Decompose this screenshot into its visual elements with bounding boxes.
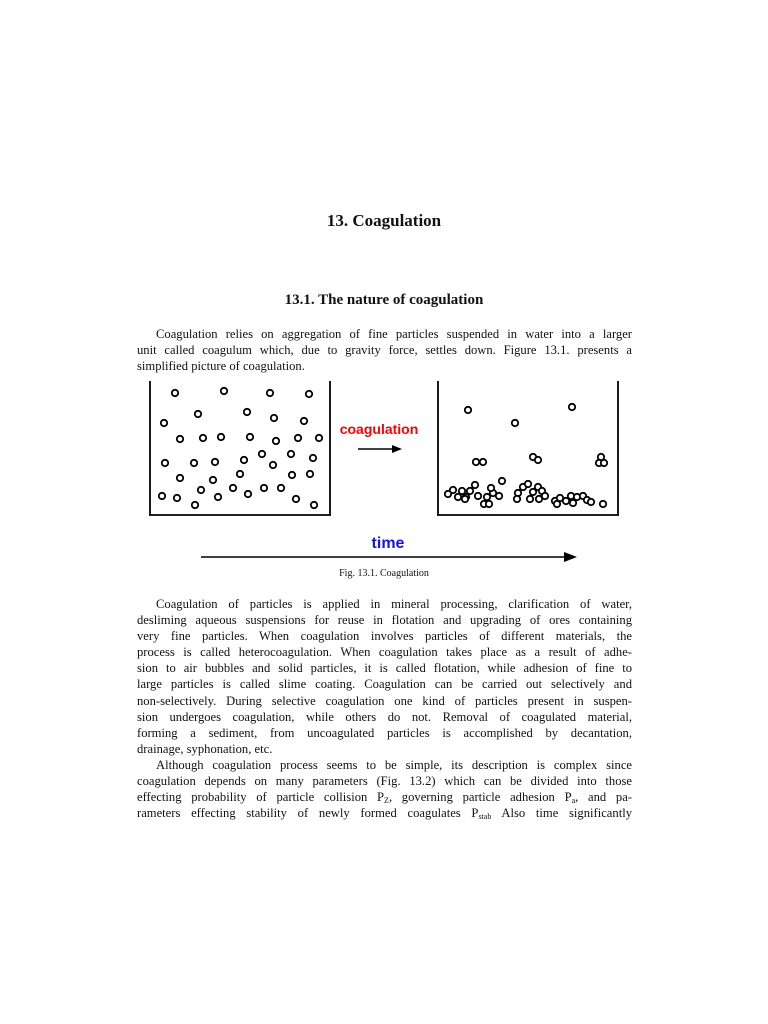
particle <box>455 494 461 500</box>
particle <box>221 388 227 394</box>
particle <box>473 459 479 465</box>
particle <box>161 420 167 426</box>
paragraph-line: Coagulation of particles is applied in mineral processing, clarification of water, <box>156 597 632 611</box>
particle <box>162 460 168 466</box>
particle <box>570 500 576 506</box>
coagulation-label: coagulation <box>339 421 419 437</box>
paragraph-line: large particles is called slime coating. Coagulation can be carried out selectively and <box>137 677 632 692</box>
paragraph-line: effecting probability of particle collision $P_Z$, governing particle adhesion $P_a$, and pa- <box>137 790 633 806</box>
particle <box>293 496 299 502</box>
coagulated-particles <box>445 404 607 507</box>
particle <box>467 488 473 494</box>
particle <box>191 460 197 466</box>
figure-caption: Fig. 13.1. Coagulation <box>339 568 429 579</box>
particle <box>525 481 531 487</box>
particle <box>311 502 317 508</box>
dispersed-particles <box>159 388 322 508</box>
paragraph-line: desliming aqueous suspensions for reuse in flotation and upgrading of ores containing <box>137 613 632 628</box>
particle <box>192 502 198 508</box>
section-title: 13.1. The nature of coagulation <box>284 292 484 308</box>
particle <box>273 438 279 444</box>
particle <box>218 434 224 440</box>
chapter-title: 13. Coagulation <box>326 211 442 230</box>
particle <box>459 488 465 494</box>
particle <box>270 462 276 468</box>
particle <box>295 435 301 441</box>
particle <box>512 420 518 426</box>
paragraph-line: sion to air bubbles and solid particles, it is called flotation, while adhesion of fine to <box>137 661 632 676</box>
particle <box>496 493 502 499</box>
particle <box>542 493 548 499</box>
particle <box>198 487 204 493</box>
particle <box>271 415 277 421</box>
paragraph-line: Coagulation relies on aggregation of fine particles suspended in water into a larger <box>156 327 632 341</box>
particle <box>472 482 478 488</box>
coagulation-arrowhead <box>392 445 402 453</box>
particle <box>267 390 273 396</box>
particle <box>554 501 560 507</box>
particle <box>462 496 468 502</box>
particle <box>237 471 243 477</box>
paragraph-line: sion undergoes coagulation, while others do not. Removal of coagulated material, <box>137 709 632 724</box>
particle <box>195 411 201 417</box>
particle <box>244 409 250 415</box>
particle <box>210 477 216 483</box>
particle <box>230 485 236 491</box>
particle <box>306 391 312 397</box>
particle <box>159 493 165 499</box>
particle <box>484 494 490 500</box>
paragraph-line: forming a sediment, from uncoagulated particles is accomplished by decantation, <box>137 725 632 740</box>
particle <box>177 436 183 442</box>
particle <box>601 460 607 466</box>
particle <box>535 457 541 463</box>
paragraph-line: non-selectively. During selective coagulation one kind of particles present in suspen- <box>137 693 632 708</box>
particle <box>301 418 307 424</box>
particle <box>307 471 313 477</box>
particle <box>177 475 183 481</box>
particle <box>215 494 221 500</box>
particle <box>486 501 492 507</box>
paragraph-line: drainage, syphonation, etc. <box>137 741 273 756</box>
particle <box>174 495 180 501</box>
paragraph-line: process is called heterocoagulation. When coagulation takes place as a result of adhe- <box>137 645 632 660</box>
particle <box>259 451 265 457</box>
particle <box>289 472 295 478</box>
time-label: time <box>371 535 405 552</box>
particle <box>247 434 253 440</box>
particle <box>569 404 575 410</box>
particle <box>172 390 178 396</box>
paragraph-line: coagulation depends on many parameters (Fig. 13.2) which can be divided into those <box>137 774 632 789</box>
paragraph-line: unit called coagulum which, due to gravity force, settles down. Figure 13.1. presents a <box>137 343 632 358</box>
body-paragraphs <box>137 596 632 821</box>
particle <box>241 457 247 463</box>
particle <box>245 491 251 497</box>
paragraph-line: rameters effecting stability of newly formed coagulates $P_{stab}$ Also time significantly <box>137 806 632 822</box>
particle <box>514 496 520 502</box>
particle <box>200 435 206 441</box>
paragraph-line: Although coagulation process seems to be simple, its description is complex since <box>156 757 632 772</box>
paragraph-line: simplified picture of coagulation. <box>137 359 305 374</box>
particle <box>310 455 316 461</box>
particle <box>480 459 486 465</box>
particle <box>465 407 471 413</box>
particle <box>212 459 218 465</box>
particle <box>278 485 284 491</box>
particle <box>261 485 267 491</box>
particle <box>488 485 494 491</box>
particle <box>588 499 594 505</box>
particle <box>527 496 533 502</box>
particle <box>288 451 294 457</box>
particle <box>450 487 456 493</box>
paragraph-line: very fine particles. When coagulation involves particles of different materials, the <box>137 629 632 644</box>
particle <box>475 493 481 499</box>
particle <box>499 478 505 484</box>
particle <box>316 435 322 441</box>
particle <box>600 501 606 507</box>
time-arrowhead <box>564 552 577 562</box>
